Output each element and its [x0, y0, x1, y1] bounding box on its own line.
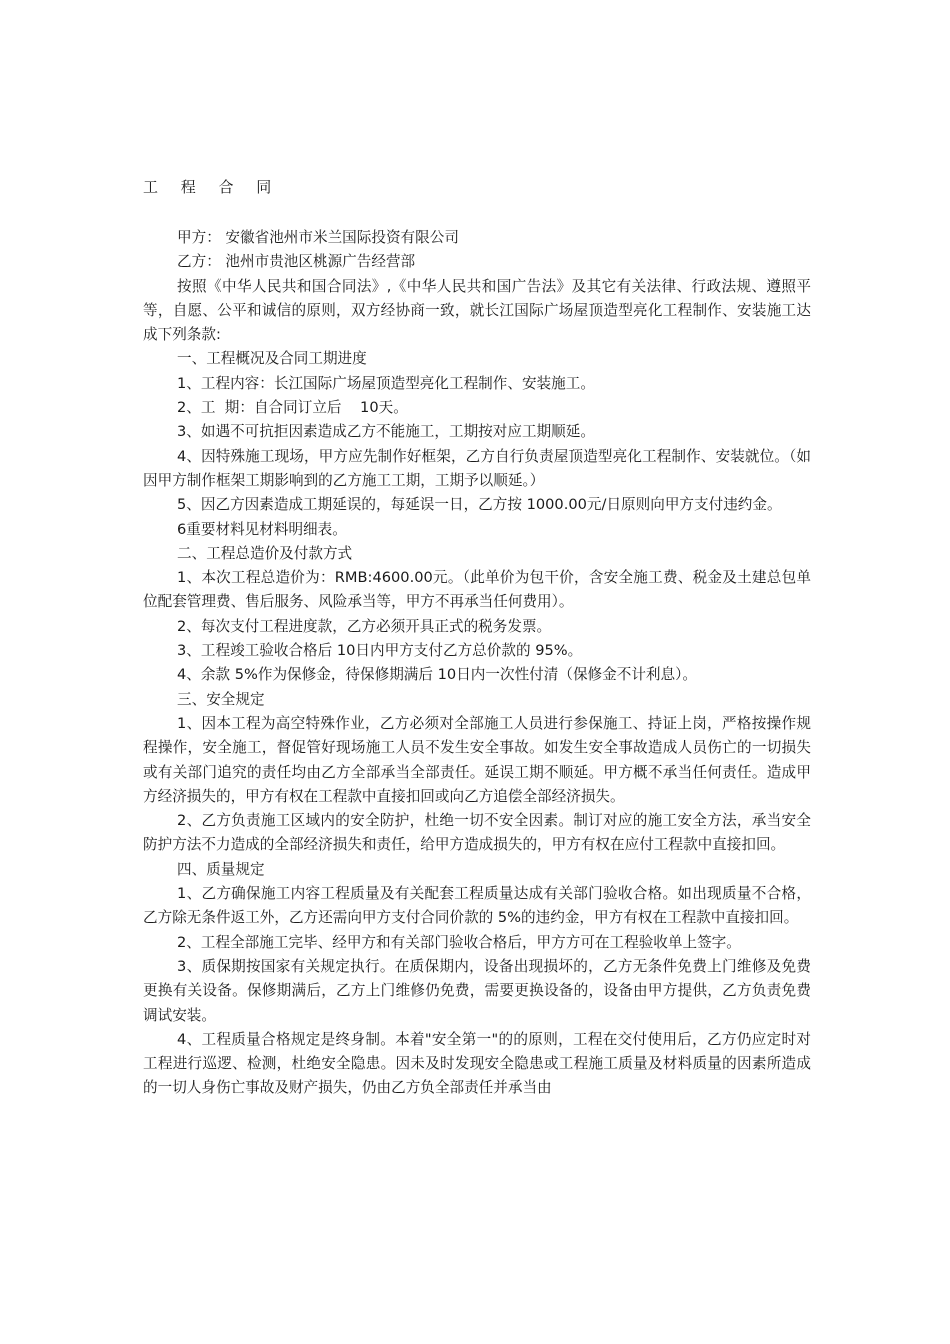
clause-paragraph: 3、工程竣工验收合格后 10日内甲方支付乙方总价款的 95%。: [177, 642, 583, 660]
clause-paragraph: 1、工程内容：长江国际广场屋顶造型亮化工程制作、安装施工。: [177, 374, 595, 392]
clause-paragraph: 3、质保期按国家有关规定执行。在质保期内，设备出现损坏的，乙方无条件免费上门维修及免费更换有关设备。保修期满后，乙方上门维修仍免费，需要更换设备的，设备由甲方提供，乙方负责免费调试安装。: [143, 957, 811, 1024]
section-heading: 三、安全规定: [177, 690, 265, 708]
clause-paragraph: 2、工 期：自合同订立后 10天。: [177, 399, 408, 417]
preamble-paragraph: 按照《中华人民共和国合同法》,《中华人民共和国广告法》及其它有关法律、行政法规、遵照平等，自愿、公平和诚信的原则，双方经协商一致，就长江国际广场屋顶造型亮化工程制作、安装施工达成下列条款:: [143, 277, 811, 344]
section-heading: 四、质量规定: [177, 860, 265, 878]
clause-paragraph: 4、因特殊施工现场，甲方应先制作好框架，乙方自行负责屋顶造型亮化工程制作、安装就位。（如因甲方制作框架工期影响到的乙方施工工期，工期予以顺延。）: [143, 447, 811, 489]
clause-paragraph: 2、乙方负责施工区域内的安全防护，杜绝一切不安全因素。制订对应的施工安全方法，承当安全防护方法不力造成的全部经济损失和责任，给甲方造成损失的，甲方有权在应付工程款中直接扣回。: [143, 812, 811, 854]
clause-paragraph: 2、每次支付工程进度款，乙方必须开具正式的税务发票。: [177, 617, 552, 635]
clause-paragraph: 5、因乙方因素造成工期延误的，每延误一日，乙方按 1000.00元/日原则向甲方支付违约金。: [177, 496, 782, 514]
party-a-line: 甲方： 安徽省池州市米兰国际投资有限公司: [177, 229, 459, 246]
document-body: [143, 226, 811, 1101]
clause-paragraph: 6重要材料见材料明细表。: [177, 520, 347, 538]
section-heading: 二、工程总造价及付款方式: [177, 544, 353, 562]
clause-paragraph: 1、乙方确保施工内容工程质量及有关配套工程质量达成有关部门验收合格。如出现质量不合格，乙方除无条件返工外，乙方还需向甲方支付合同价款的 5%的违约金，甲方有权在工程款中直接扣回。: [143, 885, 811, 927]
clause-paragraph: 3、如遇不可抗拒因素造成乙方不能施工，工期按对应工期顺延。: [177, 423, 595, 441]
party-b-line: 乙方： 池州市贵池区桃源广告经营部: [177, 253, 416, 271]
clause-paragraph: 1、本次工程总造价为：RMB:4600.00元。（此单价为包干价，含安全施工费、税金及土建总包单位配套管理费、售后服务、风险承当等，甲方不再承当任何费用）。: [143, 569, 811, 611]
clause-paragraph: 4、工程质量合格规定是终身制。本着"安全第一"的的原则，工程在交付使用后，乙方仍应定时对工程进行巡逻、检测，杜绝安全隐患。因未及时发现安全隐患或工程施工质量及材料质量的因素所造成的一切人身伤亡事故及财产损失，仍由乙方负全部责任并承当由: [143, 1030, 811, 1097]
document-title: 工 程 合 同: [143, 178, 281, 196]
clause-paragraph: 4、余款 5%作为保修金，待保修期满后 10日内一次性付清（保修金不计利息）。: [177, 666, 697, 684]
clause-paragraph: 1、因本工程为高空特殊作业，乙方必须对全部施工人员进行参保施工、持证上岗，严格按操作规程操作，安全施工，督促管好现场施工人员不发生安全事故。如发生安全事故造成人员伤亡的一切损失或有关部门追究的责任均由乙方全部承当全部责任。延误工期不顺延。甲方概不承当任何责任。造成甲方经济损失的，甲方有权在工程款中直接扣回或向乙方追偿全部经济损失。: [143, 714, 811, 805]
clause-paragraph: 2、工程全部施工完毕、经甲方和有关部门验收合格后，甲方方可在工程验收单上签字。: [177, 933, 741, 951]
section-heading: 一、工程概况及合同工期进度: [177, 350, 367, 368]
